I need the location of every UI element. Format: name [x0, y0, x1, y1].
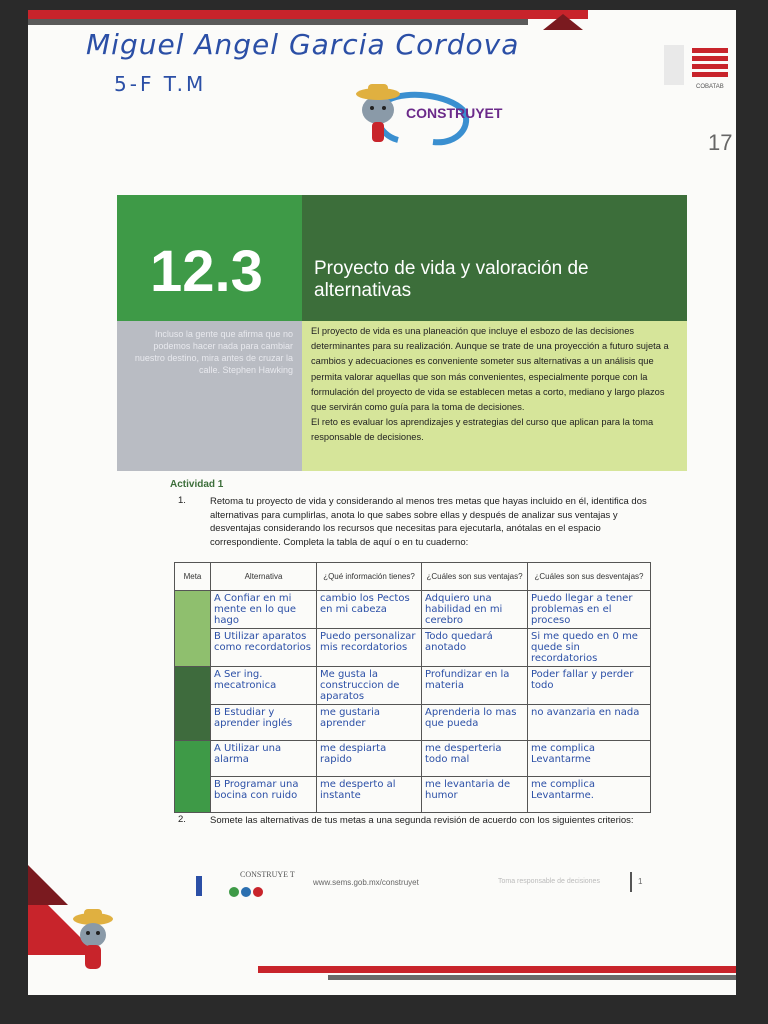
alt-cell[interactable]: A Confiar en mi mente en lo que hago: [211, 591, 317, 629]
header-meta: Meta: [175, 563, 211, 591]
alt-cell[interactable]: B Estudiar y aprender inglés: [211, 705, 317, 741]
alt-cell[interactable]: A Ser ing. mecatronica: [211, 667, 317, 705]
activity-title: Actividad 1: [170, 479, 224, 490]
pros-cell[interactable]: Profundizar en la materia: [422, 667, 528, 705]
section-quote: Incluso la gente que afirma que no podemos hacer nada para cambiar nuestro destino, mira antes de cruzar la calle. Stephen Hawking: [134, 329, 293, 375]
bottom-mascot-icon: [68, 905, 118, 975]
bottom-left-dark-corner: [28, 865, 68, 905]
instruction-1-text: Retoma tu proyecto de vida y considerando al menos tres metas que hayas incluido en él, identifica dos alternativas para cumplirlas, anota lo que sabes sobre ellas y después de analizar sus ventajas y desventajas considerando los recursos que necesitas para ejecutarla, anótalas en el espacio correspondiente. Completa la tabla de aquí o en tu cuaderno:: [210, 496, 647, 548]
meta-cell-2: [175, 667, 211, 741]
handwritten-group: 5-F T.M: [114, 72, 207, 96]
alt-cell[interactable]: A Utilizar una alarma: [211, 741, 317, 777]
pros-cell[interactable]: me desperteria todo mal: [422, 741, 528, 777]
top-red-stripe: [28, 10, 588, 19]
footer-url[interactable]: www.sems.gob.mx/construyet: [313, 878, 419, 887]
cobatab-logo-text: COBATAB: [696, 84, 724, 90]
info-cell[interactable]: Me gusta la construccion de aparatos: [317, 667, 422, 705]
info-cell[interactable]: Puedo personalizar mis recordatorios: [317, 629, 422, 667]
bottom-red-stripe: [258, 966, 736, 973]
table-row: [175, 591, 651, 629]
cobatab-logo: [662, 40, 732, 100]
handwritten-name: Miguel Angel Garcia Cordova: [86, 28, 520, 61]
cons-cell[interactable]: no avanzaria en nada: [528, 705, 651, 741]
table-row: [175, 667, 651, 705]
cons-cell[interactable]: Poder fallar y perder todo: [528, 667, 651, 705]
challenge-paragraph: El reto es evaluar los aprendizajes y estrategias del curso que aplican para la toma responsable de decisiones.: [311, 417, 654, 443]
instruction-2-number: 2.: [178, 814, 186, 825]
pros-cell[interactable]: Todo quedará anotado: [422, 629, 528, 667]
bottom-gray-stripe: [328, 975, 736, 980]
info-cell[interactable]: me despiarta rapido: [317, 741, 422, 777]
info-cell[interactable]: cambio los Pectos en mi cabeza: [317, 591, 422, 629]
cons-cell[interactable]: me complica Levantarme: [528, 741, 651, 777]
page-number: 17: [708, 130, 733, 155]
table-row: [175, 741, 651, 777]
section-number: 12.3: [150, 239, 263, 304]
intro-text: [311, 324, 681, 446]
construyet-mascot-logo: [338, 70, 503, 155]
footer-page-number: 1: [638, 877, 643, 886]
footer-separator: [630, 872, 632, 892]
header-alternativa: Alternativa: [211, 563, 317, 591]
top-accent-triangle: [543, 14, 583, 30]
cons-cell[interactable]: me complica Levantarme.: [528, 777, 651, 813]
meta-cell-1: [175, 591, 211, 667]
worksheet-page: [28, 10, 736, 995]
mascot-logo-text: CONSTRUYET: [406, 105, 503, 121]
cons-cell[interactable]: Si me quedo en 0 me quede sin recordatorios: [528, 629, 651, 667]
cons-cell[interactable]: Puedo llegar a tener problemas en el proceso: [528, 591, 651, 629]
footer-topic: Toma responsable de decisiones: [498, 878, 600, 885]
pros-cell[interactable]: Aprenderia lo mas que pueda: [422, 705, 528, 741]
alt-cell[interactable]: B Utilizar aparatos como recordatorios: [211, 629, 317, 667]
top-gray-stripe: [28, 19, 528, 25]
pros-cell[interactable]: me levantaria de humor: [422, 777, 528, 813]
header-desventajas: ¿Cuáles son sus desventajas?: [528, 563, 651, 591]
alternatives-table: [174, 562, 651, 813]
meta-cell-3: [175, 741, 211, 813]
intro-paragraph: El proyecto de vida es una planeación que incluye el esbozo de las decisiones determinantes para su realización. Aunque se trate de una proyección a futuro sujeta a cambios y adecuaciones es conveniente someter sus alternativas a un análisis que permita valorar aquellas que son más convenientes, especialmente porque con la formulación del proyecto de vida se establecen metas a corto, mediano y largo plazos que servirán como guía para la toma de decisiones.: [311, 326, 669, 413]
header-informacion: ¿Qué información tienes?: [317, 563, 422, 591]
footer-brand: CONSTRUYE T: [240, 870, 295, 879]
alt-cell[interactable]: B Programar una bocina con ruido: [211, 777, 317, 813]
header-ventajas: ¿Cuáles son sus ventajas?: [422, 563, 528, 591]
info-cell[interactable]: me desperto al instante: [317, 777, 422, 813]
instruction-1-number: 1.: [178, 495, 186, 506]
instruction-2-text: Somete las alternativas de tus metas a una segunda revisión de acuerdo con los siguientes criterios:: [210, 815, 634, 826]
table-row: [175, 629, 651, 667]
table-row: [175, 705, 651, 741]
info-cell[interactable]: me gustaria aprender: [317, 705, 422, 741]
table-header-row: [175, 563, 651, 591]
section-title: Proyecto de vida y valoración de alternativas: [314, 258, 589, 301]
table-row: [175, 777, 651, 813]
pros-cell[interactable]: Adquiero una habilidad en mi cerebro: [422, 591, 528, 629]
